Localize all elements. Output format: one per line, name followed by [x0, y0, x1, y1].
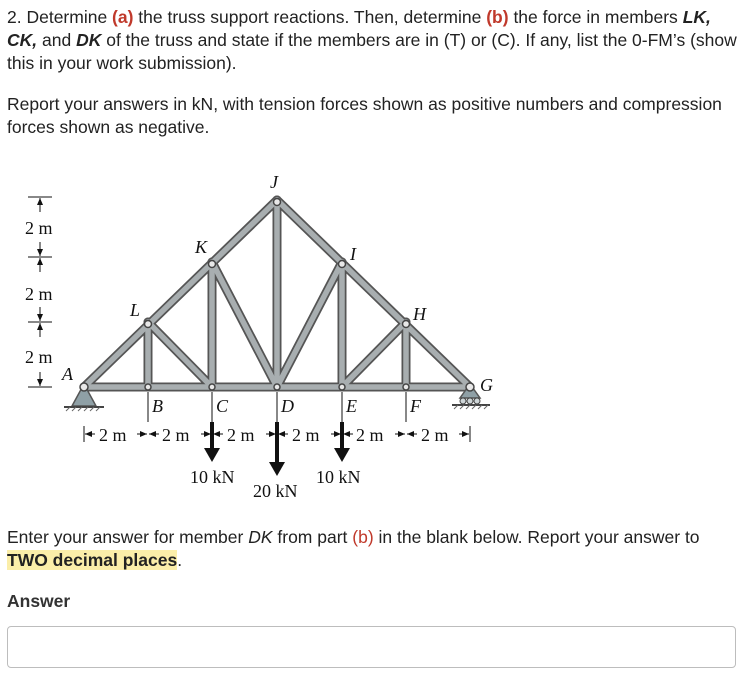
question-text: the force in members — [508, 7, 683, 27]
answer-input[interactable] — [7, 626, 736, 668]
load-label-d: 20 kN — [253, 481, 298, 501]
joint-label-b: B — [152, 396, 163, 416]
answer-instructions — [7, 526, 737, 572]
part-a-marker: (a) — [112, 7, 134, 27]
question-text: and — [37, 30, 77, 50]
height-label: 2 m — [25, 347, 53, 367]
truss-members — [84, 200, 470, 387]
joint-label-k: K — [195, 237, 208, 257]
load-label-c: 10 kN — [190, 467, 235, 487]
question-text: the truss support reactions. Then, determine — [133, 7, 487, 27]
joint-label-f: F — [410, 396, 421, 416]
truss-diagram — [0, 160, 520, 510]
joint-label-l: L — [130, 300, 141, 320]
instruction-text: in the blank below. Report your answer to — [373, 527, 700, 547]
part-b-marker: (b) — [352, 527, 374, 547]
load-label-e: 10 kN — [316, 467, 361, 487]
instruction-text: . — [177, 550, 183, 570]
precision-highlight: TWO decimal places — [7, 550, 178, 570]
instruction-text: Enter your answer for member — [7, 527, 249, 547]
joint-label-g: G — [480, 375, 493, 395]
span-label: 2 m — [162, 425, 190, 445]
joint-label-e: E — [346, 396, 357, 416]
members-lk-ck: LK, CK, — [7, 7, 711, 50]
joint-label-a: A — [62, 364, 73, 384]
instruction-text: from part — [272, 527, 353, 547]
joint-label-i: I — [350, 244, 356, 264]
part-b-marker: (b) — [486, 7, 509, 27]
span-label: 2 m — [292, 425, 320, 445]
question-part-1 — [7, 6, 737, 75]
joint-label-h: H — [413, 304, 426, 324]
question-text: 2. Determine — [7, 7, 113, 27]
span-label: 2 m — [227, 425, 255, 445]
question-text: of the truss and state if the members are in (T) or (C). If any, list the 0-FM’s (show this in your work submission). — [7, 30, 737, 73]
member-dk: DK — [76, 30, 102, 50]
height-label: 2 m — [25, 284, 53, 304]
member-dk: DK — [248, 527, 273, 547]
joint-label-d: D — [281, 396, 294, 416]
span-label: 2 m — [356, 425, 384, 445]
height-label: 2 m — [25, 218, 53, 238]
span-label: 2 m — [421, 425, 449, 445]
joint-label-c: C — [216, 396, 229, 416]
question-units-note: Report your answers in kN, with tension forces shown as positive numbers and compression forces shown as negative. — [7, 94, 722, 137]
answer-label: Answer — [7, 591, 71, 611]
joint-label-j: J — [270, 172, 278, 192]
span-label: 2 m — [99, 425, 127, 445]
